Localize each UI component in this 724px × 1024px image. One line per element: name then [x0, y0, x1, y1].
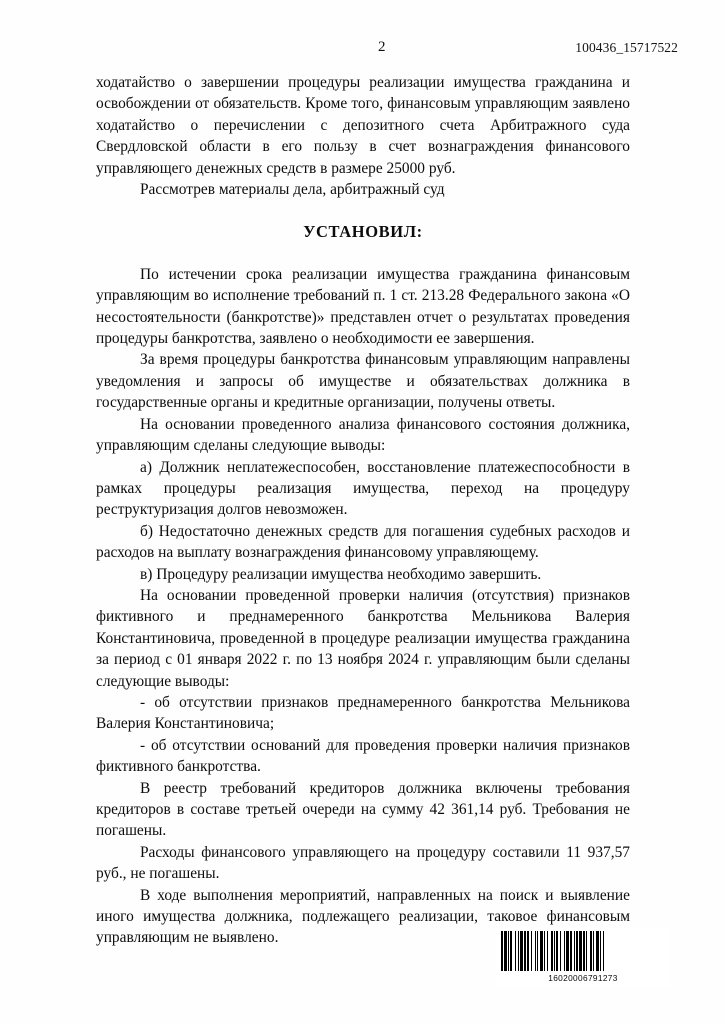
- page-number: 2: [378, 39, 386, 55]
- conclusion-b: б) Недостаточно денежных средств для погашения судебных расходов и расходов на выплату вознаграждения финансовому управляющему.: [96, 522, 630, 562]
- barcode-number: 16020006791273: [548, 973, 618, 983]
- paragraph-2: За время процедуры банкротства финансовым управляющим направлены уведомления и запросы об имуществе и обязательствах должника в государственные органы и кредитные организации, получены ответы.: [96, 351, 630, 412]
- bullet-2: - об отсутствии оснований для проведения проверки наличия признаков фиктивного банкротства.: [96, 736, 630, 776]
- paragraph-4: На основании проведенной проверки наличия (отсутствия) признаков фиктивного и преднамеренного банкротства Мельникова Валерия Константиновича, проведенной в процедуре реализации имущества гражданина за период с 01 января 2022 г. по 13 ноября 2024 г. управляющим были сделаны следующие выводы:: [96, 586, 630, 690]
- barcode-bars: [501, 931, 665, 971]
- section-heading-ustanovil: УСТАНОВИЛ:: [303, 222, 423, 242]
- barcode: [497, 928, 669, 988]
- intro-paragraph: ходатайство о завершении процедуры реализации имущества гражданина и освобождении от обязательств. Кроме того, финансовым управляющим заявлено ходатайство о перечислении с депозитного счета Арбитражного суда Свердловской области в его пользу в счет вознаграждения финансового управляющего денежных средств в размере 25000 руб.: [96, 74, 630, 177]
- paragraph-6: Расходы финансового управляющего на процедуру составили 11 937,57 руб., не погашены.: [96, 843, 630, 883]
- document-code: 100436_15717522: [575, 40, 678, 55]
- page-header: [96, 38, 678, 58]
- paragraph-7: В ходе выполнения мероприятий, направленных на поиск и выявление иного имущества должника, подлежащего реализации, таковое финансовым управляющим не выявлено.: [96, 886, 630, 947]
- bullet-1: - об отсутствии признаков преднамеренного банкротства Мельникова Валерия Константиновича;: [96, 693, 630, 733]
- paragraph-3: На основании проведенного анализа финансового состояния должника, управляющим сделаны следующие выводы:: [96, 415, 630, 455]
- barcode-space: [604, 931, 607, 971]
- conclusion-a: а) Должник неплатежеспособен, восстановление платежеспособности в рамках процедуры реализация имущества, переход на процедуру реструктуризация долгов невозможен.: [96, 458, 630, 519]
- reviewed-materials-paragraph: Рассмотрев материалы дела, арбитражный суд: [140, 181, 445, 199]
- document-body: [96, 72, 630, 949]
- paragraph-1: По истечении срока реализации имущества гражданина финансовым управляющим во исполнение требований п. 1 ст. 213.28 Федерального закона «О несостоятельности (банкротстве)» представлен отчет о результатах проведения процедуры банкротства, заявлено о необходимости ее завершения.: [96, 265, 630, 348]
- paragraph-5: В реестр требований кредиторов должника включены требования кредиторов в составе третьей очереди на сумму 42 361,14 руб. Требования не погашены.: [96, 779, 630, 840]
- conclusion-v: в) Процедуру реализации имущества необходимо завершить.: [140, 565, 542, 583]
